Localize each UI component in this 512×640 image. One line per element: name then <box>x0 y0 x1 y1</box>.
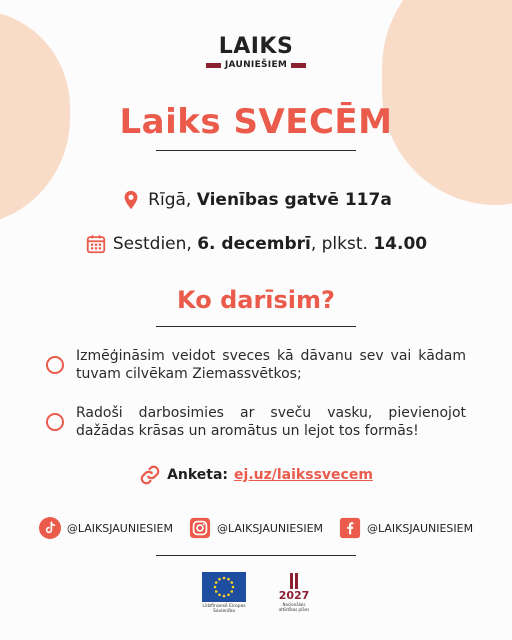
instagram-icon <box>189 517 211 539</box>
section-title: Ko darīsim? <box>177 286 335 314</box>
social-links <box>0 517 512 539</box>
form-link-row <box>0 464 512 486</box>
form-link[interactable]: ej.uz/laikssvecem <box>234 467 373 483</box>
list-item <box>46 404 466 440</box>
section-divider <box>156 326 356 327</box>
event-title: Laiks SVECĒM <box>119 102 393 142</box>
nap-emblem-icon <box>284 572 304 590</box>
date-day: 6. decembrī <box>197 234 311 254</box>
map-pin-icon <box>120 189 142 211</box>
activity-text: Izmēģināsim veidot sveces kā dāvanu sev vai kādam tuvam cilvēkam Ziemassvētkos; <box>76 348 466 382</box>
logo-sub-row <box>0 60 512 71</box>
facebook-icon <box>339 517 361 539</box>
footer-divider <box>156 555 356 556</box>
logo-bar-left <box>206 63 221 68</box>
social-facebook[interactable] <box>339 517 473 539</box>
eu-logo <box>198 572 250 614</box>
footer-logos <box>0 572 512 614</box>
bullet-circle-icon <box>46 413 64 431</box>
laiks-jauniesiem-logo <box>0 34 512 71</box>
eu-flag-icon <box>202 572 246 602</box>
calendar-icon <box>85 233 107 255</box>
bullet-circle-icon <box>46 356 64 374</box>
nap-2027-logo <box>274 572 314 612</box>
nap-caption: Nacionālais attīstības plāns <box>278 602 310 612</box>
event-location <box>0 189 512 211</box>
link-icon <box>139 464 161 486</box>
logo-main-text: LAIKS <box>218 34 294 59</box>
location-city: Rīgā, <box>148 190 197 210</box>
location-text <box>148 190 392 210</box>
date-time: 14.00 <box>373 234 428 254</box>
logo-sub-text: JAUNIEŠIEM <box>224 60 288 70</box>
social-handle: @LAIKSJAUNIESIEM <box>216 521 324 535</box>
list-item <box>46 347 466 383</box>
date-weekday: Sestdien, <box>112 234 198 254</box>
event-date <box>0 233 512 255</box>
form-label: Anketa: <box>167 467 229 483</box>
social-tiktok[interactable] <box>39 517 173 539</box>
nap-year: 2027 <box>278 589 310 602</box>
social-handle: @LAIKSJAUNIESIEM <box>66 521 173 535</box>
eu-caption: Līdzfinansē Eiropas Savienība <box>202 604 246 614</box>
social-handle: @LAIKSJAUNIESIEM <box>367 521 474 535</box>
title-divider <box>156 150 356 151</box>
date-time-prefix: , plkst. <box>310 234 374 254</box>
logo-bar-right <box>291 63 306 68</box>
activity-text: Radoši darbosimies ar sveču vasku, pievienojot dažādas krāsas un aromātus un lejot tos formās! <box>76 405 466 439</box>
social-instagram[interactable] <box>189 517 323 539</box>
tiktok-icon <box>39 517 61 539</box>
date-text <box>113 234 427 254</box>
location-address: Vienības gatvē 117a <box>196 190 392 210</box>
